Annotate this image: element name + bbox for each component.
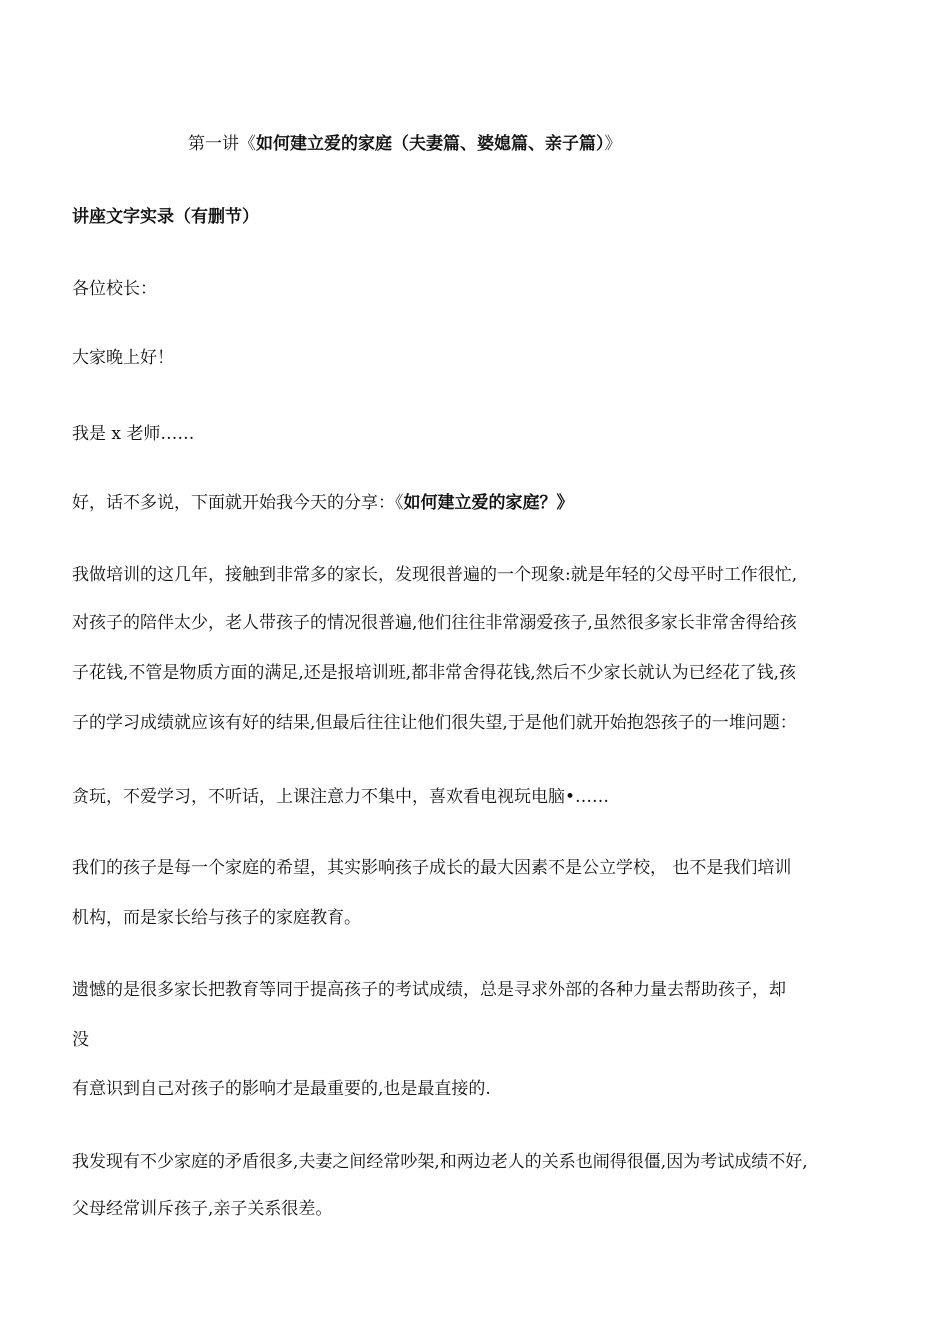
title-main: 如何建立爱的家庭（夫妻篇、婆媳篇、亲子篇） — [256, 134, 605, 154]
paragraph-4-line-2: 没 — [72, 1030, 89, 1050]
paragraph-5-line-1: 我发现有不少家庭的矛盾很多,夫妻之间经常吵架,和两边老人的关系也闹得很僵,因为考试成绩不好, — [72, 1152, 808, 1172]
paragraph-1-line-3: 子花钱,不管是物质方面的满足,还是报培训班,都非常舍得花钱,然后不少家长就认为已经花了钱,孩 — [72, 663, 797, 683]
title-suffix: 》 — [604, 134, 622, 154]
paragraph-1-line-4: 子的学习成绩就应该有好的结果,但最后往往让他们很失望,于是他们就开始抱怨孩子的一堆问题： — [72, 713, 797, 733]
greeting-line-1: 各位校长： — [72, 279, 157, 299]
paragraph-1-line-1: 我做培训的这几年，接触到非常多的家长，发现很普遍的一个现象:就是年轻的父母平时工作很忙, — [72, 565, 798, 585]
paragraph-5-line-2: 父母经常训斥孩子,亲子关系很差。 — [72, 1199, 333, 1219]
intro-prefix: 好，话不多说，下面就开始我今天的分享：《 — [72, 493, 404, 513]
paragraph-4-line-3: 有意识到自己对孩子的影响才是最重要的,也是最直接的. — [72, 1079, 491, 1099]
intro-topic: 如何建立爱的家庭？》 — [403, 493, 574, 513]
intro-line — [72, 492, 574, 514]
paragraph-1-line-2: 对孩子的陪伴太少，老人带孩子的情况很普遍,他们往往非常溺爱孩子,虽然很多家长非常舍得给孩 — [72, 613, 797, 633]
greeting-line-2: 大家晚上好！ — [72, 348, 174, 368]
title-prefix: 第一讲《 — [188, 134, 256, 154]
paragraph-2: 贪玩，不爱学习，不听话，上课注意力不集中，喜欢看电视玩电脑•…… — [72, 787, 610, 807]
paragraph-4-line-1: 遗憾的是很多家长把教育等同于提高孩子的考试成绩，总是寻求外部的各种力量去帮助孩子，却 — [72, 980, 786, 1000]
greeting-line-3: 我是 x 老师…… — [72, 424, 195, 444]
paragraph-3-line-2: 机构，而是家长给与孩子的家庭教育。 — [72, 908, 361, 928]
lecture-title — [188, 133, 622, 155]
paragraph-3-line-1: 我们的孩子是每一个家庭的希望，其实影响孩子成长的最大因素不是公立学校， 也不是我们培训 — [72, 858, 792, 878]
subtitle: 讲座文字实录（有删节） — [72, 207, 259, 227]
